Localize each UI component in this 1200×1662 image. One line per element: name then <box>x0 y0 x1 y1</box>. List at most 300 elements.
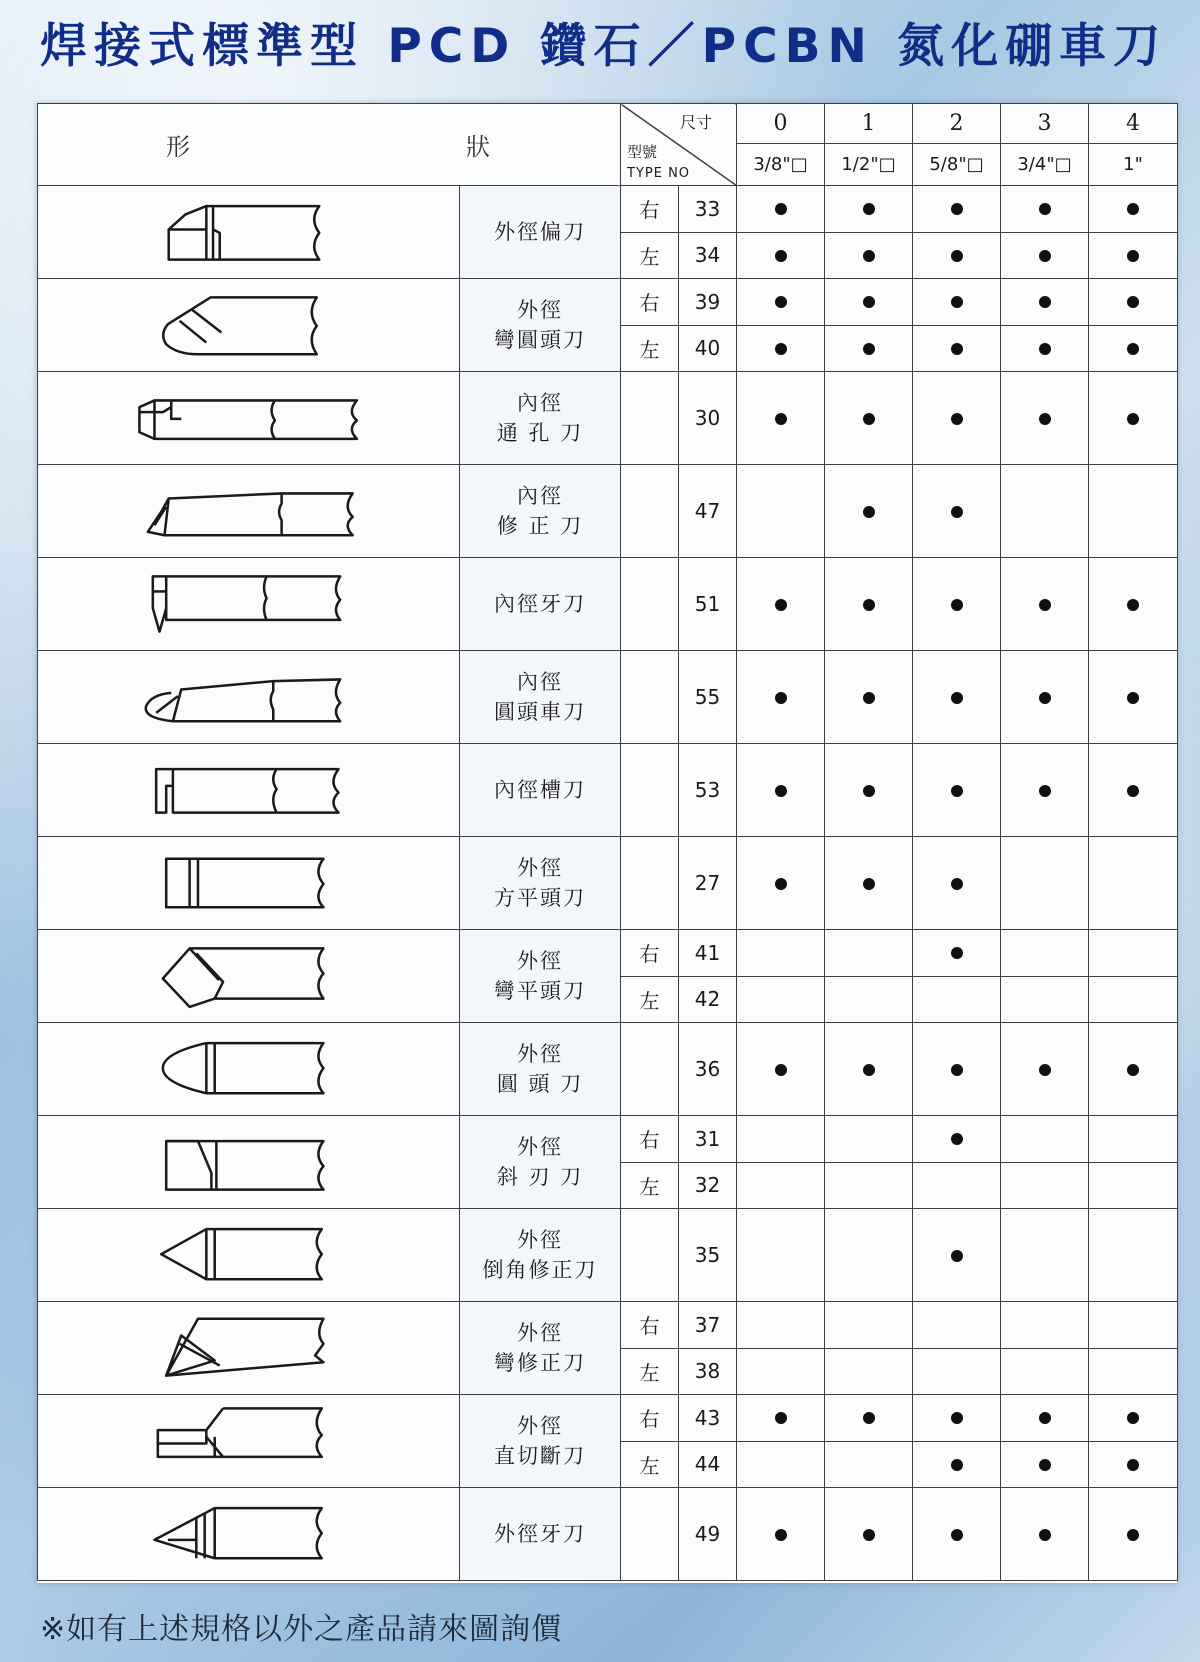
tool-name-line: 彎修正刀 <box>494 1351 586 1375</box>
available-dot-icon <box>951 599 963 611</box>
tool-name <box>460 1395 621 1488</box>
tool-name-line: 倒角修正刀 <box>482 1258 598 1282</box>
tool-name-line: 外徑 <box>517 1321 563 1345</box>
available-dot-icon <box>951 878 963 890</box>
tool-name <box>460 1302 621 1395</box>
availability-cell-size-2 <box>913 976 1001 1023</box>
available-dot-icon <box>863 692 875 704</box>
available-dot-icon <box>775 1412 787 1424</box>
available-dot-icon <box>1039 1064 1051 1076</box>
available-dot-icon <box>1039 1412 1051 1424</box>
tool-name-line: 圓頭車刀 <box>494 700 586 724</box>
tool-name-line: 彎圓頭刀 <box>494 328 586 352</box>
type-number: 42 <box>679 976 737 1023</box>
availability-cell-size-2 <box>913 1209 1001 1302</box>
available-dot-icon <box>951 1133 963 1145</box>
page-title: 焊接式標準型 PCD 鑽石／PCBN 氮化硼車刀 <box>40 19 1168 74</box>
available-dot-icon <box>1127 785 1139 797</box>
tool-name-line: 修 正 刀 <box>496 514 584 538</box>
availability-cell-size-1 <box>825 930 913 977</box>
availability-cell-size-3 <box>1001 744 1089 837</box>
available-dot-icon <box>951 296 963 308</box>
available-dot-icon <box>863 599 875 611</box>
availability-cell-size-0 <box>737 1116 825 1163</box>
availability-cell-size-4 <box>1089 232 1178 279</box>
table-row <box>38 651 1178 744</box>
available-dot-icon <box>1127 203 1139 215</box>
table-row <box>38 1209 1178 1302</box>
availability-cell-size-2 <box>913 372 1001 465</box>
size-number-4: 4 <box>1089 104 1178 144</box>
table-row <box>38 1023 1178 1116</box>
availability-cell-size-3 <box>1001 186 1089 233</box>
type-number: 47 <box>679 465 737 558</box>
available-dot-icon <box>775 1529 787 1541</box>
type-number: 41 <box>679 930 737 977</box>
tool-shape-inner-round-icon <box>38 651 460 744</box>
available-dot-icon <box>863 343 875 355</box>
available-dot-icon <box>863 1064 875 1076</box>
availability-cell-size-2 <box>913 1488 1001 1581</box>
tool-shape-inner-finish-icon <box>38 465 460 558</box>
availability-cell-size-4 <box>1089 1023 1178 1116</box>
availability-cell-size-1 <box>825 1488 913 1581</box>
availability-cell-size-1 <box>825 279 913 326</box>
table-row <box>38 558 1178 651</box>
availability-cell-size-4 <box>1089 930 1178 977</box>
hand-side <box>621 1209 679 1302</box>
availability-cell-size-3 <box>1001 976 1089 1023</box>
shape-header-left: 形 <box>166 133 192 161</box>
available-dot-icon <box>775 250 787 262</box>
size-inch-2: 5/8"□ <box>913 144 1001 186</box>
hand-side: 右 <box>621 1302 679 1349</box>
available-dot-icon <box>1127 343 1139 355</box>
tool-name-line: 內徑 <box>517 391 563 415</box>
availability-cell-size-2 <box>913 1302 1001 1349</box>
availability-cell-size-4 <box>1089 837 1178 930</box>
availability-cell-size-1 <box>825 837 913 930</box>
table-row <box>38 744 1178 837</box>
shape-column-header <box>38 104 621 186</box>
available-dot-icon <box>1127 250 1139 262</box>
availability-cell-size-2 <box>913 325 1001 372</box>
tool-name <box>460 1116 621 1209</box>
availability-cell-size-3 <box>1001 1023 1089 1116</box>
tool-name <box>460 651 621 744</box>
availability-cell-size-3 <box>1001 465 1089 558</box>
tool-name-line: 外徑偏刀 <box>494 220 586 244</box>
table-row <box>38 1395 1178 1442</box>
spec-table-sheet <box>37 103 1177 1583</box>
available-dot-icon <box>951 413 963 425</box>
availability-cell-size-0 <box>737 1023 825 1116</box>
availability-cell-size-2 <box>913 186 1001 233</box>
tool-shape-inner-groove-icon <box>38 744 460 837</box>
available-dot-icon <box>1127 1412 1139 1424</box>
availability-cell-size-1 <box>825 1302 913 1349</box>
availability-cell-size-2 <box>913 279 1001 326</box>
tool-shape-oblique-icon <box>38 1116 460 1209</box>
availability-cell-size-1 <box>825 372 913 465</box>
available-dot-icon <box>1039 1459 1051 1471</box>
available-dot-icon <box>951 1250 963 1262</box>
available-dot-icon <box>775 296 787 308</box>
available-dot-icon <box>863 250 875 262</box>
hand-side: 右 <box>621 279 679 326</box>
availability-cell-size-3 <box>1001 1488 1089 1581</box>
availability-cell-size-3 <box>1001 1395 1089 1442</box>
tool-name <box>460 744 621 837</box>
availability-cell-size-0 <box>737 279 825 326</box>
availability-cell-size-0 <box>737 744 825 837</box>
availability-cell-size-0 <box>737 372 825 465</box>
size-number-1: 1 <box>825 104 913 144</box>
available-dot-icon <box>1039 343 1051 355</box>
availability-cell-size-0 <box>737 465 825 558</box>
available-dot-icon <box>1127 1459 1139 1471</box>
available-dot-icon <box>775 692 787 704</box>
available-dot-icon <box>1039 692 1051 704</box>
size-inch-1: 1/2"□ <box>825 144 913 186</box>
availability-cell-size-2 <box>913 1116 1001 1163</box>
availability-cell-size-4 <box>1089 1209 1178 1302</box>
tool-name-line: 直切斷刀 <box>494 1444 586 1468</box>
availability-cell-size-0 <box>737 1162 825 1209</box>
hand-side: 左 <box>621 325 679 372</box>
tool-name-line: 方平頭刀 <box>494 886 586 910</box>
hand-side <box>621 372 679 465</box>
hand-side: 左 <box>621 1441 679 1488</box>
type-number: 53 <box>679 744 737 837</box>
size-inch-3: 3/4"□ <box>1001 144 1089 186</box>
available-dot-icon <box>951 1064 963 1076</box>
availability-cell-size-1 <box>825 1162 913 1209</box>
availability-cell-size-2 <box>913 232 1001 279</box>
available-dot-icon <box>775 878 787 890</box>
availability-cell-size-0 <box>737 837 825 930</box>
table-row <box>38 279 1178 326</box>
availability-cell-size-0 <box>737 1488 825 1581</box>
available-dot-icon <box>951 203 963 215</box>
available-dot-icon <box>863 1412 875 1424</box>
available-dot-icon <box>1039 1529 1051 1541</box>
availability-cell-size-3 <box>1001 1302 1089 1349</box>
availability-cell-size-4 <box>1089 744 1178 837</box>
availability-cell-size-1 <box>825 1116 913 1163</box>
tool-name <box>460 465 621 558</box>
footnote: ※如有上述規格以外之產品請來圖詢價 <box>40 1612 563 1647</box>
availability-cell-size-1 <box>825 232 913 279</box>
availability-cell-size-4 <box>1089 651 1178 744</box>
size-number-3: 3 <box>1001 104 1089 144</box>
table-row <box>38 372 1178 465</box>
availability-cell-size-2 <box>913 1162 1001 1209</box>
availability-cell-size-3 <box>1001 930 1089 977</box>
table-row <box>38 837 1178 930</box>
available-dot-icon <box>1039 250 1051 262</box>
tool-name-line: 內徑 <box>517 484 563 508</box>
hand-side <box>621 1488 679 1581</box>
available-dot-icon <box>951 1459 963 1471</box>
tool-name-line: 內徑 <box>517 670 563 694</box>
tool-shape-bent-flat-icon <box>38 930 460 1023</box>
availability-cell-size-0 <box>737 1395 825 1442</box>
available-dot-icon <box>775 203 787 215</box>
spec-table <box>37 103 1178 1581</box>
availability-cell-size-3 <box>1001 1441 1089 1488</box>
available-dot-icon <box>951 692 963 704</box>
spec-table-body <box>38 186 1178 1581</box>
available-dot-icon <box>1039 785 1051 797</box>
table-row <box>38 1116 1178 1163</box>
available-dot-icon <box>951 785 963 797</box>
type-number: 36 <box>679 1023 737 1116</box>
table-row <box>38 1302 1178 1349</box>
available-dot-icon <box>863 413 875 425</box>
availability-cell-size-0 <box>737 976 825 1023</box>
tool-name <box>460 279 621 372</box>
hand-side: 左 <box>621 976 679 1023</box>
availability-cell-size-4 <box>1089 186 1178 233</box>
available-dot-icon <box>775 599 787 611</box>
available-dot-icon <box>1039 203 1051 215</box>
type-number: 33 <box>679 186 737 233</box>
tool-name-line: 通 孔 刀 <box>496 421 584 445</box>
dimension-label: 尺寸 <box>679 113 712 132</box>
availability-cell-size-4 <box>1089 1162 1178 1209</box>
availability-cell-size-0 <box>737 558 825 651</box>
tool-name-line: 內徑槽刀 <box>494 778 586 802</box>
tool-name-line: 內徑牙刀 <box>494 592 586 616</box>
available-dot-icon <box>1127 1529 1139 1541</box>
hand-side: 右 <box>621 1116 679 1163</box>
type-no-label: TYPE NO <box>627 166 691 181</box>
tool-shape-bent-finish-icon <box>38 1302 460 1395</box>
availability-cell-size-3 <box>1001 279 1089 326</box>
availability-cell-size-2 <box>913 744 1001 837</box>
tool-name <box>460 930 621 1023</box>
available-dot-icon <box>775 413 787 425</box>
availability-cell-size-1 <box>825 1209 913 1302</box>
type-number: 30 <box>679 372 737 465</box>
availability-cell-size-3 <box>1001 372 1089 465</box>
size-number-2: 2 <box>913 104 1001 144</box>
tool-name-line: 外徑 <box>517 298 563 322</box>
availability-cell-size-4 <box>1089 1116 1178 1163</box>
type-number: 44 <box>679 1441 737 1488</box>
availability-cell-size-0 <box>737 325 825 372</box>
hand-side: 左 <box>621 232 679 279</box>
hand-side: 右 <box>621 930 679 977</box>
availability-cell-size-4 <box>1089 1488 1178 1581</box>
availability-cell-size-1 <box>825 186 913 233</box>
tool-name-line: 外徑 <box>517 1135 563 1159</box>
availability-cell-size-1 <box>825 558 913 651</box>
type-number: 32 <box>679 1162 737 1209</box>
hand-side: 右 <box>621 1395 679 1442</box>
availability-cell-size-0 <box>737 1302 825 1349</box>
available-dot-icon <box>951 250 963 262</box>
type-number: 40 <box>679 325 737 372</box>
tool-name <box>460 1209 621 1302</box>
table-row <box>38 930 1178 977</box>
available-dot-icon <box>1127 296 1139 308</box>
available-dot-icon <box>863 1529 875 1541</box>
available-dot-icon <box>775 343 787 355</box>
availability-cell-size-2 <box>913 558 1001 651</box>
tool-shape-square-flat-icon <box>38 837 460 930</box>
shape-header-right: 狀 <box>466 133 492 161</box>
availability-cell-size-2 <box>913 930 1001 977</box>
tool-shape-inner-thread-icon <box>38 558 460 651</box>
available-dot-icon <box>951 1412 963 1424</box>
tool-name-line: 外徑牙刀 <box>494 1522 586 1546</box>
availability-cell-size-0 <box>737 232 825 279</box>
availability-cell-size-3 <box>1001 1116 1089 1163</box>
type-number: 51 <box>679 558 737 651</box>
available-dot-icon <box>863 785 875 797</box>
tool-name <box>460 186 621 279</box>
tool-name <box>460 1488 621 1581</box>
available-dot-icon <box>863 203 875 215</box>
tool-name-line: 外徑 <box>517 1414 563 1438</box>
tool-shape-outer-thread-icon <box>38 1488 460 1581</box>
availability-cell-size-2 <box>913 1348 1001 1395</box>
availability-cell-size-1 <box>825 1023 913 1116</box>
availability-cell-size-0 <box>737 1209 825 1302</box>
hand-side <box>621 558 679 651</box>
tool-name-line: 外徑 <box>517 949 563 973</box>
availability-cell-size-4 <box>1089 976 1178 1023</box>
hand-side <box>621 651 679 744</box>
availability-cell-size-1 <box>825 976 913 1023</box>
table-row <box>38 186 1178 233</box>
availability-cell-size-1 <box>825 651 913 744</box>
availability-cell-size-3 <box>1001 1162 1089 1209</box>
availability-cell-size-0 <box>737 1441 825 1488</box>
type-number: 39 <box>679 279 737 326</box>
tool-name-line: 外徑 <box>517 856 563 880</box>
availability-cell-size-2 <box>913 1441 1001 1488</box>
type-number: 49 <box>679 1488 737 1581</box>
available-dot-icon <box>1127 1064 1139 1076</box>
hand-side: 左 <box>621 1348 679 1395</box>
availability-cell-size-0 <box>737 651 825 744</box>
type-number: 38 <box>679 1348 737 1395</box>
availability-cell-size-0 <box>737 1348 825 1395</box>
tool-shape-chamfer-icon <box>38 1209 460 1302</box>
available-dot-icon <box>1039 599 1051 611</box>
tool-shape-bent-round-icon <box>38 279 460 372</box>
hand-side: 右 <box>621 186 679 233</box>
tool-name-line: 彎平頭刀 <box>494 979 586 1003</box>
availability-cell-size-1 <box>825 1348 913 1395</box>
hand-side: 左 <box>621 1162 679 1209</box>
available-dot-icon <box>863 506 875 518</box>
table-row <box>38 1488 1178 1581</box>
hand-side <box>621 1023 679 1116</box>
type-number: 27 <box>679 837 737 930</box>
tool-name-line: 外徑 <box>517 1042 563 1066</box>
available-dot-icon <box>863 878 875 890</box>
size-number-0: 0 <box>737 104 825 144</box>
tool-name-line: 圓 頭 刀 <box>496 1072 584 1096</box>
type-dimension-header <box>621 104 737 186</box>
availability-cell-size-1 <box>825 1395 913 1442</box>
available-dot-icon <box>1127 692 1139 704</box>
availability-cell-size-3 <box>1001 1348 1089 1395</box>
available-dot-icon <box>775 1064 787 1076</box>
tool-name <box>460 837 621 930</box>
availability-cell-size-2 <box>913 465 1001 558</box>
available-dot-icon <box>1127 599 1139 611</box>
available-dot-icon <box>1127 413 1139 425</box>
available-dot-icon <box>1039 413 1051 425</box>
tool-name-line: 外徑 <box>517 1228 563 1252</box>
availability-cell-size-0 <box>737 186 825 233</box>
availability-cell-size-4 <box>1089 465 1178 558</box>
hand-side <box>621 465 679 558</box>
type-number: 34 <box>679 232 737 279</box>
tool-name <box>460 1023 621 1116</box>
availability-cell-size-2 <box>913 1023 1001 1116</box>
availability-cell-size-1 <box>825 744 913 837</box>
availability-cell-size-4 <box>1089 558 1178 651</box>
availability-cell-size-4 <box>1089 1302 1178 1349</box>
availability-cell-size-2 <box>913 837 1001 930</box>
available-dot-icon <box>775 785 787 797</box>
availability-cell-size-3 <box>1001 325 1089 372</box>
tool-name <box>460 558 621 651</box>
type-number: 37 <box>679 1302 737 1349</box>
available-dot-icon <box>951 343 963 355</box>
available-dot-icon <box>951 506 963 518</box>
availability-cell-size-1 <box>825 465 913 558</box>
availability-cell-size-2 <box>913 651 1001 744</box>
availability-cell-size-3 <box>1001 558 1089 651</box>
type-number: 35 <box>679 1209 737 1302</box>
availability-cell-size-0 <box>737 930 825 977</box>
tool-name-line: 斜 刃 刀 <box>496 1165 584 1189</box>
type-number: 31 <box>679 1116 737 1163</box>
type-number: 55 <box>679 651 737 744</box>
table-row <box>38 465 1178 558</box>
size-inch-4: 1" <box>1089 144 1178 186</box>
availability-cell-size-1 <box>825 325 913 372</box>
available-dot-icon <box>951 947 963 959</box>
tool-shape-outer-offset-icon <box>38 186 460 279</box>
tool-shape-round-nose-icon <box>38 1023 460 1116</box>
tool-shape-cutoff-icon <box>38 1395 460 1488</box>
availability-cell-size-1 <box>825 1441 913 1488</box>
hand-side <box>621 744 679 837</box>
availability-cell-size-4 <box>1089 1348 1178 1395</box>
availability-cell-size-3 <box>1001 651 1089 744</box>
availability-cell-size-4 <box>1089 1395 1178 1442</box>
available-dot-icon <box>1039 296 1051 308</box>
tool-name <box>460 372 621 465</box>
availability-cell-size-4 <box>1089 325 1178 372</box>
availability-cell-size-4 <box>1089 372 1178 465</box>
hand-side <box>621 837 679 930</box>
type-number: 43 <box>679 1395 737 1442</box>
model-label: 型號 <box>627 143 658 161</box>
availability-cell-size-3 <box>1001 1209 1089 1302</box>
size-inch-0: 3/8"□ <box>737 144 825 186</box>
availability-cell-size-4 <box>1089 279 1178 326</box>
availability-cell-size-4 <box>1089 1441 1178 1488</box>
